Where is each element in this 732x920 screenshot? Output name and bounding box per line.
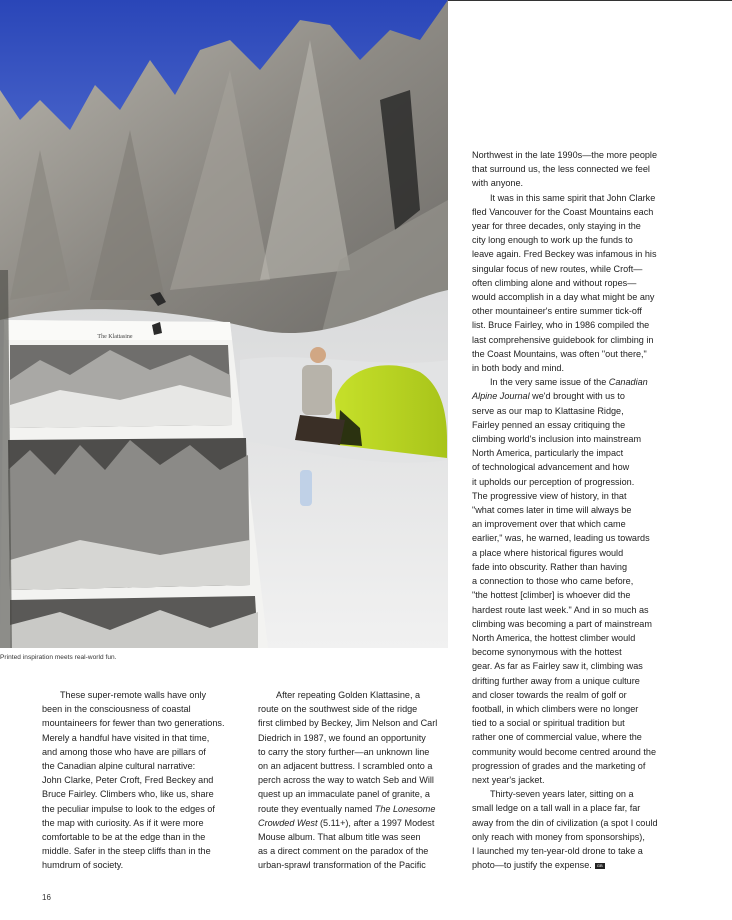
text-line: Bruce Fairley. Climbers who, like us, share: [42, 789, 214, 800]
text-line: perch across the way to watch Seb and Will: [258, 775, 434, 786]
text-line: tied to a social or spiritual tradition but: [472, 718, 625, 729]
text-line: middle. Safer in the steep cliffs than in the: [42, 846, 211, 857]
text-line: rather one of commercial value, where the: [472, 732, 642, 743]
left-paragraph: [42, 688, 228, 873]
text-line: humdrum of society.: [42, 860, 124, 871]
text-line: "the hottest [climber] is whoever did the: [472, 590, 631, 601]
text-fragment: (5.11+), after a 1997 Modest: [317, 817, 435, 828]
text-line: in both body and mind.: [472, 363, 565, 374]
text-line: mountaineers for fewer than two generations.: [42, 718, 225, 729]
photo-caption: Printed inspiration meets real-world fun.: [0, 654, 117, 661]
text-line: comfortable to be at the edge than in the: [42, 832, 206, 843]
text-line: on an adjacent buttress. I scrambled onto a: [258, 761, 433, 772]
photo-illustration: [0, 0, 448, 648]
album-title: The Lonesome: [374, 803, 436, 814]
text-line: The progressive view of history, in that: [472, 490, 627, 501]
text-line: progression of grades and the marketing of: [472, 760, 646, 771]
text-line: urban-sprawl transformation of the Pacific: [258, 860, 426, 871]
text-line: These super-remote walls have only: [60, 690, 207, 700]
text-line: that surround us, the less connected we feel: [472, 164, 650, 175]
text-line: last comprehensive guidebook for climbing in: [472, 334, 654, 345]
text-line: and closer towards the realm of golf or: [472, 689, 627, 700]
text-line: away from the din of civilization (a spot I could: [472, 817, 658, 828]
left-column: [42, 688, 228, 873]
text-line: singular focus of new routes, while Croft—: [472, 263, 643, 274]
text-line: Merely a handful have visited in that time,: [42, 732, 210, 743]
text-line: fade into obscurity. Rather than having: [472, 561, 628, 572]
text-line: North America, particularly the impact: [472, 448, 624, 459]
text-line: climbing world's inclusion into mainstream: [472, 434, 642, 445]
text-line: first climbed by Beckey, Jim Nelson and Carl: [258, 718, 438, 729]
right-paragraph-3: [472, 375, 674, 787]
text-line: North America, the hottest climber would: [472, 632, 636, 643]
text-line: the Canadian alpine cultural narrative:: [42, 761, 196, 772]
text-line: an improvement over that which came: [472, 519, 626, 530]
text-line: I launched my ten-year-old drone to take a: [472, 845, 643, 856]
top-rule: [448, 0, 732, 1]
text-line: "what comes later in time will always be: [472, 505, 632, 516]
text-line: other mountaineer's entire summer tick-off: [472, 306, 642, 317]
text-line: only reach with money from sponsorships),: [472, 831, 645, 842]
text-line: fled Vancouver for the Coast Mountains each: [472, 206, 654, 217]
text-fragment: photo—to justify the expense.: [472, 860, 592, 871]
text-line: earlier," was, he warned, leading us towards: [472, 533, 650, 544]
text-line: city long enough to work up the funds to: [472, 235, 633, 246]
text-line: climbing was becoming a part of mainstream: [472, 618, 652, 629]
text-line: [472, 858, 674, 872]
text-line: Fairley penned an essay critiquing the: [472, 419, 626, 430]
journal-title: Canadian: [608, 377, 648, 388]
text-line: [472, 389, 674, 403]
text-line: small ledge on a tall wall in a place far, far: [472, 803, 641, 814]
text-line: leave again. Fred Beckey was infamous in his: [472, 249, 657, 260]
text-line: route on the southwest side of the ridge: [258, 704, 418, 715]
page-number: 16: [42, 893, 51, 902]
text-line: as a direct comment on the paradox of the: [258, 846, 429, 857]
text-fragment: we'd brought with us to: [529, 391, 625, 402]
text-line: next year's jacket.: [472, 774, 545, 785]
text-line: been in the consciousness of coastal: [42, 704, 191, 715]
text-line: year for three decades, only staying in the: [472, 221, 641, 232]
text-line: of technological advancement and how: [472, 462, 630, 473]
end-mark-icon: GB: [595, 863, 605, 869]
text-line: After repeating Golden Klattasine, a: [276, 690, 421, 700]
photo-climbing-camp: [0, 0, 448, 648]
text-line: the map with curiosity. As if it were more: [42, 817, 204, 828]
text-line: gear. As far as Fairley saw it, climbing was: [472, 661, 643, 672]
text-line: community would become centred around the: [472, 746, 656, 757]
text-line: It was in this same spirit that John Clarke: [490, 192, 656, 203]
middle-column: [258, 688, 448, 873]
text-line: [258, 816, 448, 830]
text-line: quest up an immaculate panel of granite, a: [258, 789, 430, 800]
book-heading: The Klattasine: [97, 334, 133, 340]
text-line: serve as our map to Klattasine Ridge,: [472, 405, 624, 416]
text-line: the peculiar impulse to look to the edges of: [42, 803, 215, 814]
text-line: with anyone.: [472, 178, 524, 189]
text-line: Thirty-seven years later, sitting on a: [490, 789, 634, 800]
album-title: Crowded West: [258, 817, 318, 828]
text-line: it upholds our perception of progression.: [472, 476, 635, 487]
text-line: list. Bruce Fairley, who in 1986 compiled the: [472, 320, 650, 331]
text-fragment: route they eventually named: [258, 803, 375, 814]
text-line: Northwest in the late 1990s—the more people: [472, 150, 658, 160]
middle-paragraph: [258, 688, 448, 873]
text-line: and among those who have are pillars of: [42, 746, 206, 757]
text-line: would accomplish in a day what might be any: [472, 292, 655, 303]
text-line: drifting further away from a unique culture: [472, 675, 640, 686]
right-paragraph-2: [472, 191, 674, 376]
text-line: hardest route last week." And in so much as: [472, 604, 649, 615]
text-line: football, in which climbers were no longer: [472, 703, 639, 714]
text-line: a connection to those who came before,: [472, 576, 634, 587]
text-line: to carry the story further—an unknown line: [258, 746, 430, 757]
right-column: [472, 148, 674, 872]
text-line: Mouse album. That album title was seen: [258, 832, 421, 843]
text-line: [258, 802, 448, 816]
right-paragraph-1: [472, 148, 674, 191]
text-line: the Coast Mountains, was often "out there,": [472, 348, 647, 359]
text-line: a place where historical figures would: [472, 547, 624, 558]
text-line: Diedrich in 1987, we found an opportunity: [258, 732, 426, 743]
text-line: John Clarke, Peter Croft, Fred Beckey and: [42, 775, 214, 786]
text-line: often climbing alone and without ropes—: [472, 277, 637, 288]
text-line: become synonymous with the hottest: [472, 647, 622, 658]
text-fragment: In the very same issue of the: [490, 377, 609, 388]
right-paragraph-4: [472, 787, 674, 872]
text-line: [472, 375, 674, 389]
journal-title: Alpine Journal: [472, 391, 530, 402]
